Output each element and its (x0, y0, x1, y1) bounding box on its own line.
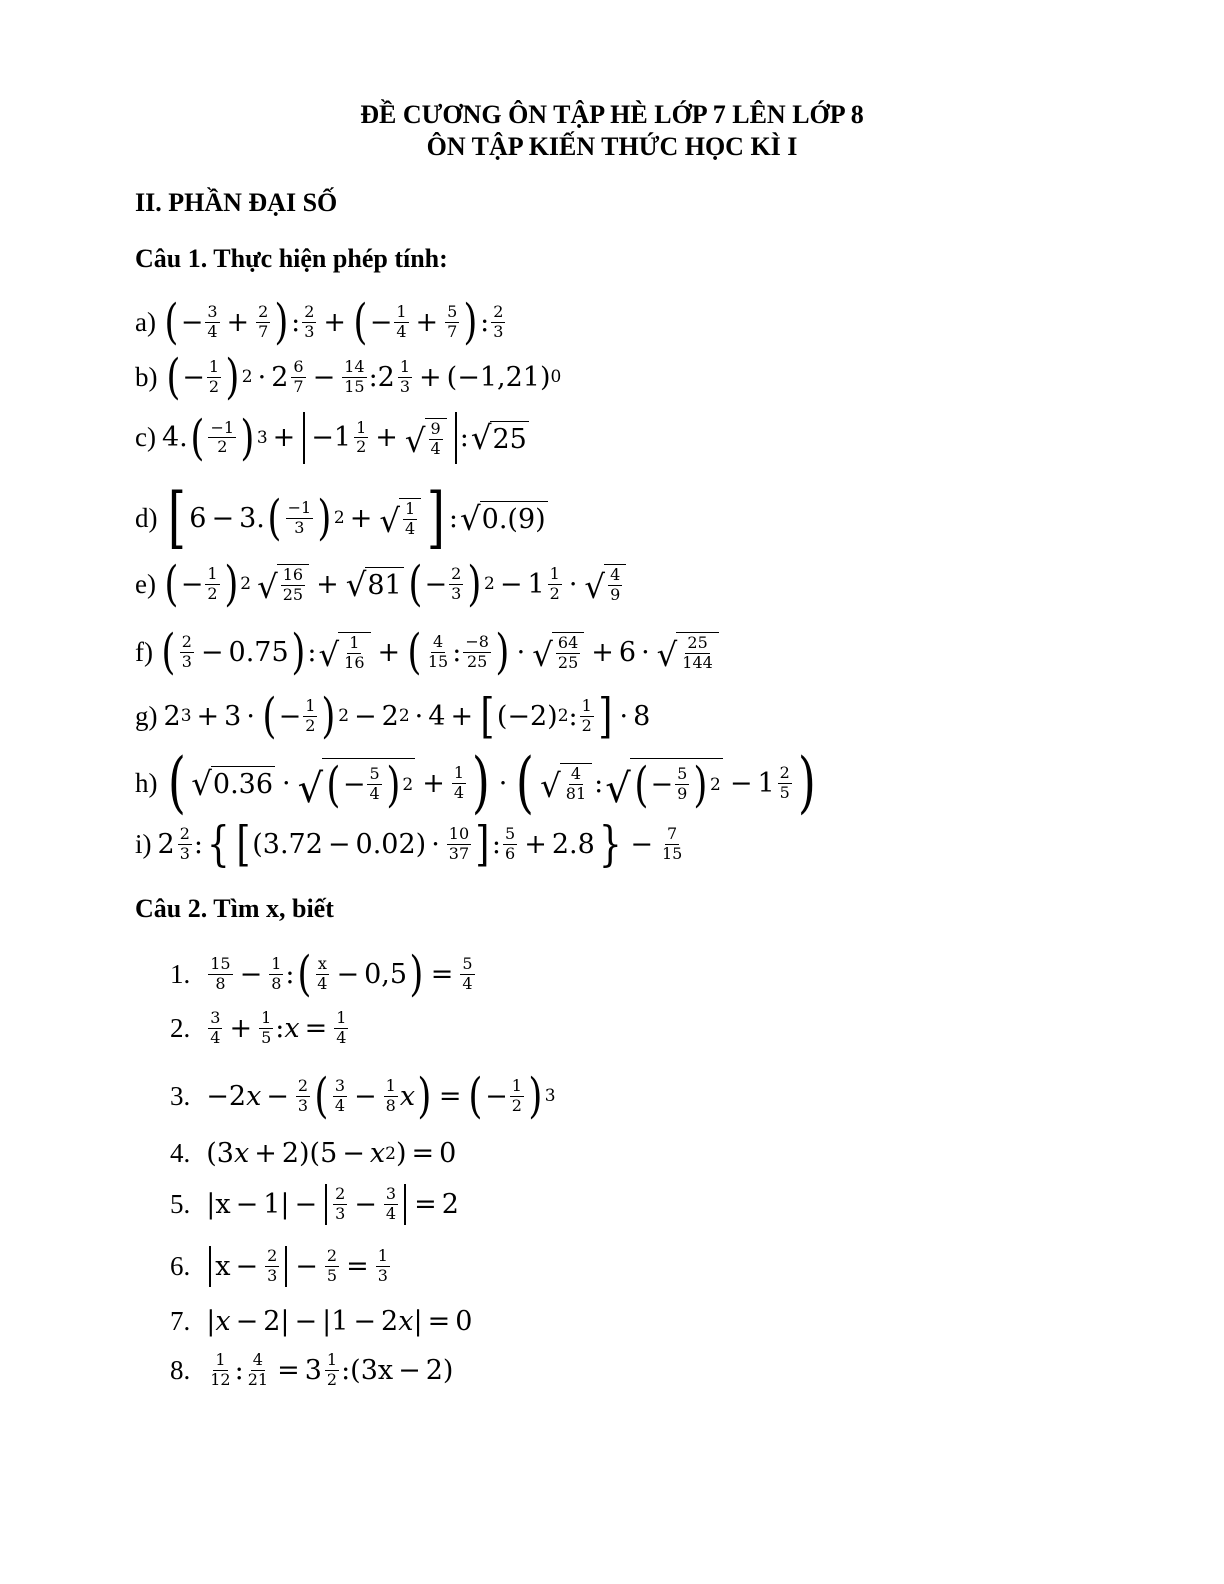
exercise-number: 4. (170, 1138, 191, 1168)
question-1-heading: Câu 1. Thực hiện phép tính: (135, 244, 448, 273)
exercise-label: c) (135, 422, 156, 453)
exercise-label: g) (135, 700, 158, 731)
exercise-1i (135, 816, 686, 872)
section-heading: II. PHẦN ĐẠI SỐ (135, 188, 338, 217)
exercise-1d (135, 479, 550, 556)
exercise-2-8 (170, 1352, 453, 1389)
exercise-1c (135, 409, 531, 466)
exercise-1h (135, 744, 820, 821)
question-2-heading: Câu 2. Tìm x, biết (135, 894, 334, 923)
exercise-2-1 (170, 946, 477, 1002)
exercise-1g (135, 688, 651, 744)
exercise-number: 1. (170, 958, 191, 989)
math-expression: $\frac{1}{12}$ : $\frac{4}{21}$ = 3 $\frac{1}{2}$ :(3x − 2) (210, 1350, 454, 1389)
math-expression: 2 3 + 3 · ( − $\frac{1}{2}$ ) 2 − 2 2 · 4 + [ (−2) 2 : $\frac{1}{2}$ ] · 8 (163, 688, 651, 744)
exercise-2-5 (170, 1184, 459, 1225)
math-expression: 2 $\frac{2}{3}$ : { [ (3.72 − 0.02) · $\frac{10}{37}$ ] : $\frac{5}{6}$ + 2.8 } − $\frac{7}{15}$ (157, 816, 683, 872)
exercise-1f (135, 624, 721, 680)
exercise-number: 7. (170, 1306, 191, 1336)
math-expression: ( − $\frac{1}{2}$ ) 2 √ $\frac{16}{25}$ + √ 81 ( − $\frac{2}{3}$ ) 2 − 1 $\frac{1}{2}$ · √ $\frac{4}{9}$ (162, 560, 628, 608)
exercise-number: 2. (170, 1012, 191, 1043)
exercise-1b (135, 349, 562, 405)
math-expression: (3 x + 2)(5 − x 2 ) = 0 (206, 1138, 457, 1169)
exercise-1e (135, 556, 628, 612)
math-expression: −2 x − $\frac{2}{3}$ ( $\frac{3}{4}$ − $\frac{1}{8}$ x ) = ( − $\frac{1}{2}$ ) 3 (206, 1068, 556, 1124)
exercise-label: b) (135, 361, 158, 392)
math-expression: | x − 2| − |1 − 2 x | = 0 (206, 1306, 473, 1337)
exercise-label: f) (135, 636, 153, 667)
math-expression: [ 6 − 3. ( $\frac{-1}{3}$ ) 2 + √ $\frac{1}{4}$ ] : √ 0.(9) (167, 479, 546, 556)
exercise-label: h) (135, 767, 158, 798)
exercise-label: a) (135, 306, 156, 337)
exercise-2-2 (170, 1010, 350, 1047)
exercise-number: 6. (170, 1250, 191, 1281)
math-expression: $\frac{3}{4}$ + $\frac{1}{5}$ : x = $\frac{1}{4}$ (210, 1008, 347, 1047)
exercise-2-4 (170, 1138, 456, 1169)
exercise-2-3 (170, 1068, 556, 1124)
math-expression: $\frac{15}{8}$ − $\frac{1}{8}$ : ( $\frac{x}{4}$ − 0,5 ) = $\frac{5}{4}$ (210, 946, 473, 1002)
exercise-number: 8. (170, 1354, 191, 1385)
math-expression: x − $\frac{2}{3}$ − $\frac{2}{5}$ = $\frac{1}{3}$ (206, 1246, 392, 1287)
exercise-label: i) (135, 828, 152, 859)
exercise-2-7 (170, 1306, 472, 1337)
document-subtitle: ÔN TẬP KIẾN THỨC HỌC KÌ I (426, 132, 798, 161)
exercise-1a (135, 294, 507, 350)
math-expression: ( √ 0.36 · √ ( − $\frac{5}{4}$ ) 2 + $\frac{1}{4}$ ) · ( √ $\frac{4}{81}$ : √ ( − $\frac{5}{9}$ ) 2 − 1 $\frac{2}{5}$ ) (167, 744, 816, 821)
math-expression: ( $\frac{2}{3}$ − 0.75 ) : √ $\frac{1}{16}$ + ( $\frac{4}{15}$ : $\frac{-8}{25}$ ) · √ $\frac{64}{25}$ + 6 · √ $\frac{25}{144}$ (159, 628, 721, 676)
math-expression: ( − $\frac{3}{4}$ + $\frac{2}{7}$ ) : $\frac{2}{3}$ + ( − $\frac{1}{4}$ + $\frac{5}{7}$ ) : $\frac{2}{3}$ (164, 294, 504, 350)
exercise-2-6 (170, 1246, 392, 1287)
exercise-label: d) (135, 502, 158, 533)
exercise-number: 3. (170, 1080, 191, 1111)
math-expression: |x − 1| − $\frac{2}{3}$ − $\frac{3}{4}$ = 2 (206, 1184, 459, 1223)
math-expression: ( − $\frac{1}{2}$ ) 2 · 2 $\frac{6}{7}$ − $\frac{14}{15}$ : 2 $\frac{1}{3}$ + (−1,21) 0 (165, 349, 562, 405)
exercise-label: e) (135, 568, 156, 599)
math-expression: 4. ( $\frac{-1}{2}$ ) 3 + − 1 $\frac{1}{2}$ + √ $\frac{9}{4}$ : √ 25 (161, 409, 527, 466)
document-title: ĐỀ CƯƠNG ÔN TẬP HÈ LỚP 7 LÊN LỚP 8 (360, 100, 864, 129)
exercise-number: 5. (170, 1188, 191, 1219)
